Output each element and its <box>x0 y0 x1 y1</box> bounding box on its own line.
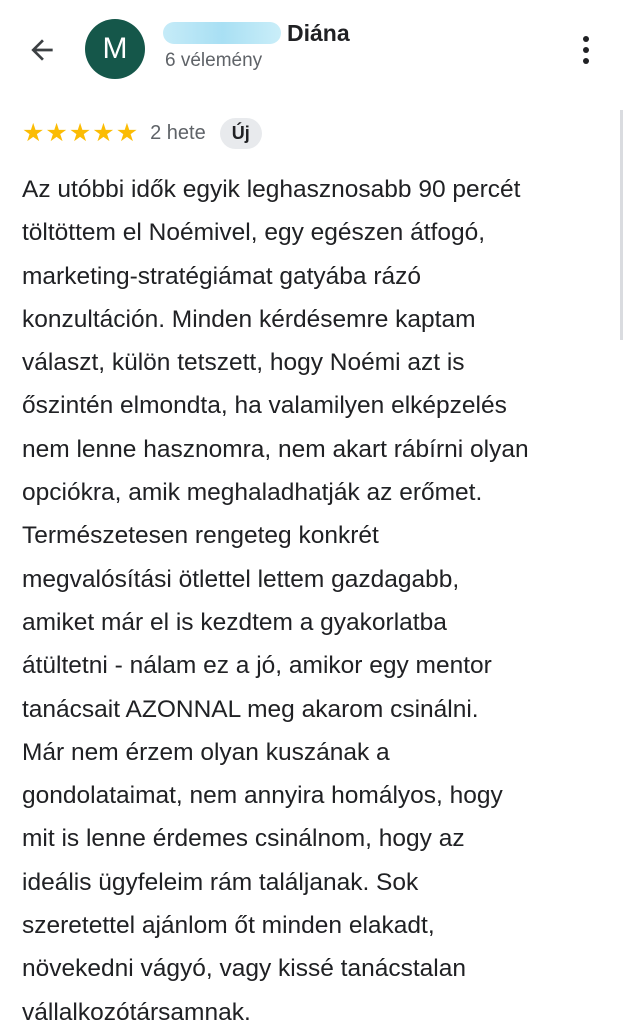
star-icon: ★ <box>45 118 68 147</box>
review-line: őszintén elmondta, ha valamilyen elképzelés <box>22 392 507 420</box>
arrow-back-icon <box>26 34 58 66</box>
avatar-letter: M <box>102 32 128 65</box>
star-icon: ★ <box>68 118 92 147</box>
more-vert-icon <box>583 36 589 42</box>
review-line: mit is lenne érdemes csinálnom, hogy az <box>22 825 465 853</box>
reviewer-name-row[interactable] <box>163 16 350 50</box>
review-line: konzultáción. Minden kérdésemre kaptam <box>22 305 476 333</box>
review-line: ideális ügyfeleim rám találjanak. Sok <box>22 868 419 896</box>
redacted-name-blur <box>163 22 281 44</box>
review-header <box>0 0 623 100</box>
reviewer-review-count: 6 vélemény <box>165 50 263 71</box>
review-time: 2 hete <box>150 121 206 144</box>
review-line: szeretettel ajánlom őt minden elakadt, <box>22 912 435 940</box>
new-badge: Új <box>220 118 262 149</box>
reviewer-name: Diána <box>287 19 350 46</box>
review-line: növekedni vágyó, vagy kissé tanácstalan <box>22 955 466 983</box>
review-line: választ, külön tetszett, hogy Noémi azt is <box>22 349 465 377</box>
star-icon: ★ <box>22 118 45 147</box>
review-line: töltöttem el Noémivel, egy egészen átfogó, <box>22 219 486 247</box>
review-line: Az utóbbi idők egyik leghasznosabb 90 percét <box>22 176 521 203</box>
review-body <box>22 168 612 1034</box>
review-line: amiket már el is kezdtem a gyakorlatba <box>22 608 447 636</box>
review-line: nem lenne hasznomra, nem akart rábírni olyan <box>22 435 529 463</box>
review-line: opciókra, amik meghaladhatják az erőmet. <box>22 479 483 507</box>
more-options-button[interactable] <box>566 28 606 72</box>
review-line: gondolataimat, nem annyira homályos, hogy <box>22 782 503 810</box>
review-line: megvalósítási ötlettel lettem gazdagabb, <box>22 565 460 593</box>
star-icon: ★ <box>115 118 139 147</box>
review-line: átültetni - nálam ez a jó, amikor egy mentor <box>22 652 492 680</box>
avatar[interactable] <box>85 19 145 79</box>
review-line: Természetesen rengeteg konkrét <box>22 522 379 550</box>
review-line: vállalkozótársamnak. <box>22 998 251 1026</box>
back-button[interactable] <box>22 30 62 70</box>
review-line: tanácsait AZONNAL meg akarom csinálni. <box>22 695 479 723</box>
review-line: Már nem érzem olyan kuszának a <box>22 738 390 766</box>
rating-row <box>22 116 262 150</box>
star-icon: ★ <box>92 118 115 147</box>
star-rating <box>22 118 139 147</box>
review-line: marketing-stratégiámat gatyába rázó <box>22 262 421 290</box>
